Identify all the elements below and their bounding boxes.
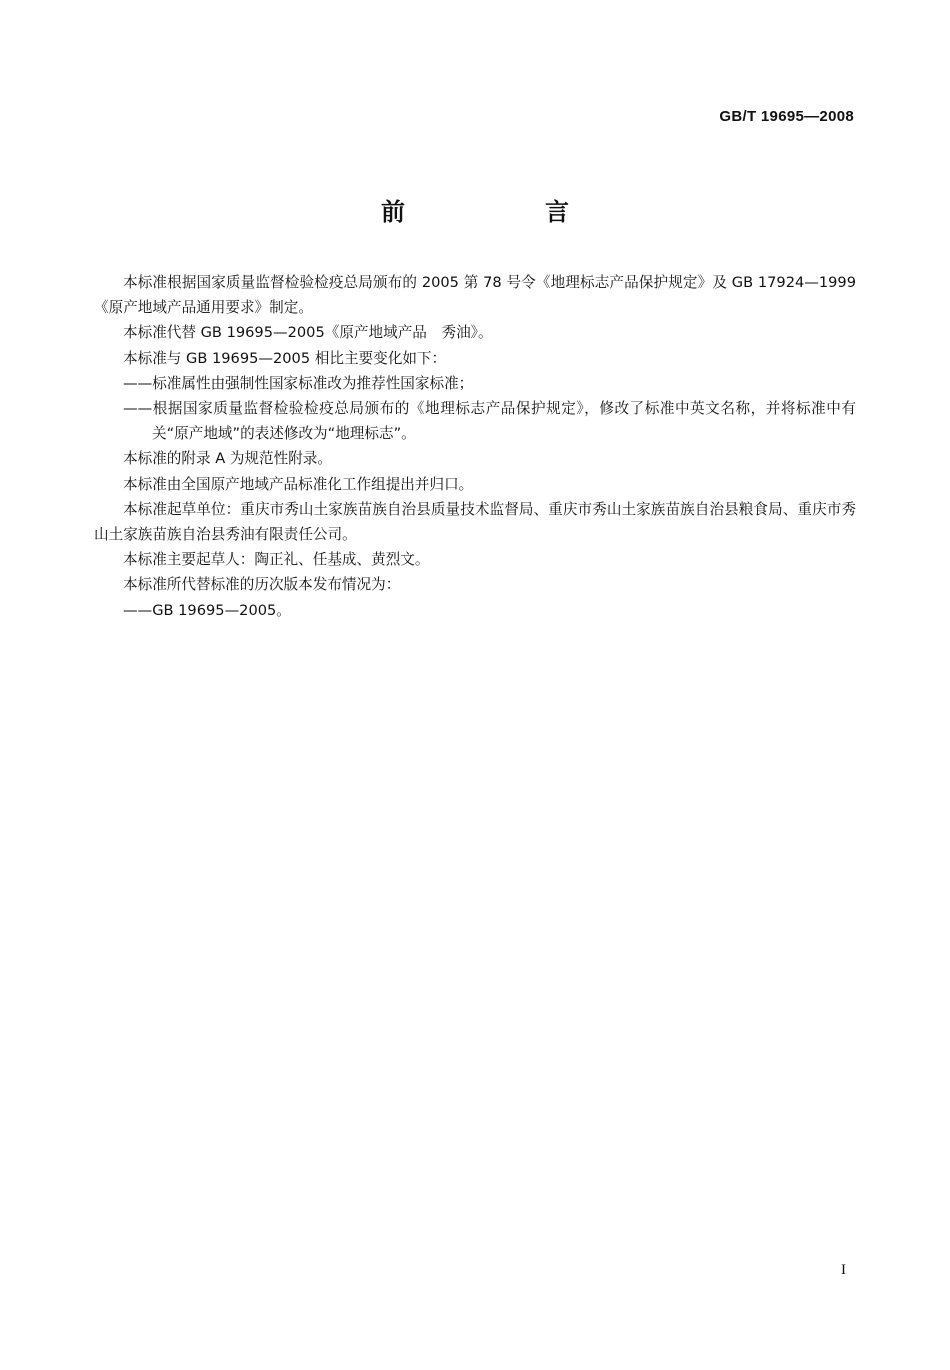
paragraph-proposer: 本标准由全国原产地域产品标准化工作组提出并归口。 (123, 475, 474, 493)
change-item-name: ——根据国家质量监督检验检疫总局颁布的《地理标志产品保护规定》，修改了标准中英文名称，并将标准中有关“原产地域”的表述修改为“地理标志”。 (123, 400, 856, 443)
paragraph-drafters: 本标准主要起草人：陶正礼、任基成、黄烈文。 (123, 551, 430, 569)
document-body (94, 270, 856, 623)
paragraph-drafting-units: 本标准起草单位：重庆市秀山土家族苗族自治县质量技术监督局、重庆市秀山土家族苗族自治县粮食局、重庆市秀山土家族苗族自治县秀油有限责任公司。 (94, 500, 856, 544)
paragraph-appendix: 本标准的附录 A 为规范性附录。 (123, 450, 332, 468)
page-title: 前 言 (381, 198, 627, 226)
paragraph-basis: 本标准根据国家质量监督检验检疫总局颁布的 2005 第 78 号令《地理标志产品保护规定》及 GB 17924—1999《原产地域产品通用要求》制定。 (94, 274, 856, 317)
change-item-attribute: ——标准属性由强制性国家标准改为推荐性国家标准； (123, 374, 474, 392)
paragraph-changes-intro: 本标准与 GB 19695—2005 相比主要变化如下： (123, 349, 447, 367)
page-number: I (841, 1262, 846, 1278)
paragraph-history-intro: 本标准所代替标准的历次版本发布情况为： (123, 576, 401, 594)
document-code: GB/T 19695—2008 (719, 108, 854, 125)
paragraph-replaces: 本标准代替 GB 19695—2005《原产地域产品 秀油》。 (123, 324, 493, 342)
history-item: ——GB 19695—2005。 (123, 601, 291, 619)
